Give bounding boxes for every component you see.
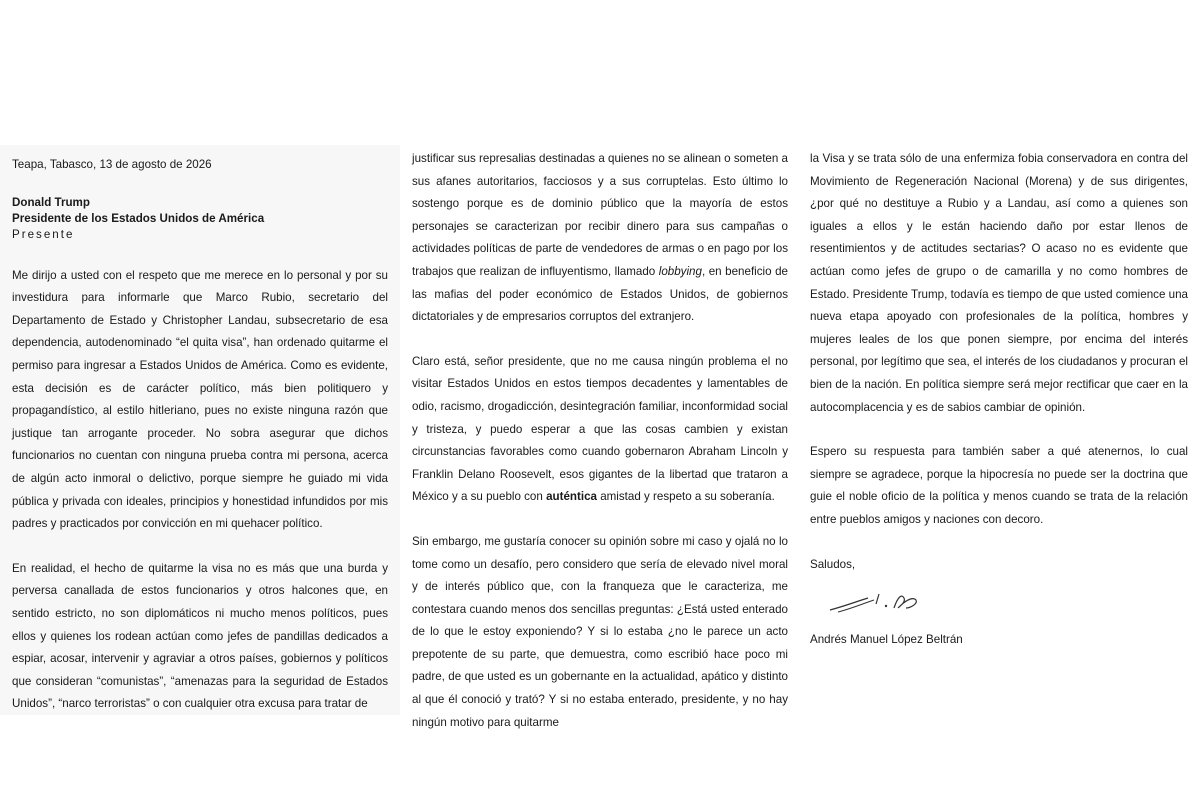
- addressee-name: Donald Trump: [12, 195, 90, 209]
- paragraph-3-text-b: , en beneficio de las mafias del poder económico de Estados Unidos, de gobiernos dictatoriales y de empresarios corruptos del extranjero.: [412, 264, 788, 324]
- closing-greeting: Saludos,: [810, 557, 856, 571]
- addressee-presente: Presente: [12, 227, 75, 241]
- signer-name: Andrés Manuel López Beltrán: [810, 632, 963, 646]
- autentica-strong: auténtica: [546, 490, 597, 504]
- letter-column-3: [800, 145, 1200, 715]
- handwritten-signature: [820, 580, 940, 620]
- paragraph-4: [412, 351, 788, 509]
- lobbying-emphasis: lobbying: [658, 264, 702, 278]
- addressee-title: Presidente de los Estados Unidos de América: [12, 211, 265, 225]
- paragraph-4-text-a: Claro está, señor presidente, que no me causa ningún problema el no visitar Estados Unidos en estos tiempos decadentes y lamentables de odio, racismo, drogadicción, desintegración familiar, inconformidad social y tristeza, y puedo esperar a que las cosas cambien y existan circunstancias favorables como cuando gobernaron Abraham Lincoln y Franklin Delano Roosevelt, esos gigantes de la libertad que trataron a México y a su pueblo con: [412, 354, 788, 504]
- letter-column-2: [400, 145, 800, 729]
- letter-date: Teapa, Tabasco, 13 de agosto de 2026: [12, 158, 212, 171]
- paragraph-3: [412, 148, 788, 329]
- paragraph-4-text-b: amistad y respeto a su soberanía.: [596, 490, 775, 504]
- paragraph-2: En realidad, el hecho de quitarme la visa no es más que una burda y perversa canallada de estos funcionarios y otros halcones que, en sentido estricto, no son diplomáticos ni mucho menos políticos, pues ellos y quienes los rodean actúan como jefes de pandillas dedicados a espiar, acosar, intervenir y agraviar a otros países, gobiernos y políticos que consideran “comunistas”, “amenazas para la seguridad de Estados Unidos”, “narco terroristas” o con cualquier otra excusa para tratar de: [12, 561, 388, 711]
- paragraph-7: Espero su respuesta para también saber a qué atenernos, lo cual siempre se agradece, porque la hipocresía no puede ser la doctrina que guie el noble oficio de la política y menos cuando se trata de la relación entre pueblos amigos y naciones con decoro.: [810, 445, 1188, 526]
- paragraph-6: la Visa y se trata sólo de una enfermiza fobia conservadora en contra del Movimiento de Regeneración Nacional (Morena) y de sus dirigentes, ¿por qué no destituye a Rubio y a Landau, así como a quienes son iguales a ellos y le están haciendo daño por estar llenos de resentimientos y de actitudes sectarias? O acaso no es evidente que actúan como jefes de grupo o de camarilla y no como hombres de Estado. Presidente Trump, todavía es tiempo de que usted comience una nueva etapa apoyado con profesionales de la política, hombres y mujeres leales de los que ponen siempre, por encima del interés personal, por legítimo que sea, el interés de los ciudadanos y procuran el bien de la nación. En política siempre será mejor rectificar que caer en la autocomplacencia y es de sabios cambiar de opinión.: [810, 152, 1188, 414]
- paragraph-1: Me dirijo a usted con el respeto que me merece en lo personal y por su investidura para informarle que Marco Rubio, secretario del Departamento de Estado y Christopher Landau, subsecretario de esa dependencia, autodenominado “el quita visa”, han ordenado quitarme el permiso para ingresar a Estados Unidos de América. Como es evidente, esta decisión es de carácter político, más bien politiquero y propagandístico, al estilo hitleriano, pues no existe ninguna razón que justique tan arrogante proceder. No sobra asegurar que dichos funcionarios no cuentan con ninguna prueba contra mi persona, acerca de algún acto inmoral o delictivo, porque siempre he guiado mi vida pública y privada con ideales, principios y honestidad infundidos por mis padres y practicados por convicción en mi quehacer político.: [12, 268, 388, 531]
- letter-column-1: [0, 145, 400, 715]
- paragraph-3-text-a: justificar sus represalias destinadas a quienes no se alinean o someten a sus afanes autoritarios, facciosos y a sus corruptelas. Esto último lo sostengo porque es de dominio público que la mayoría de estos personajes se caracterizan por recibir dinero para sus campañas o actividades políticas de parte de vendedores de armas o en pago por los trabajos que realizan de influyentismo, llamado: [412, 152, 788, 278]
- addressee-block: [12, 195, 388, 243]
- paragraph-5: Sin embargo, me gustaría conocer su opinión sobre mi caso y ojalá no lo tome como un desafío, pero considero que sería de elevado nivel moral y de interés público que, con la franqueza que le caracteriza, me contestara cuando menos dos sencillas preguntas: ¿Está usted enterado de lo que le estoy exponiendo? Y si lo estaba ¿no le parece un acto prepotente de su parte, que demuestra, como escribió hace poco mi padre, de que usted es un gobernante en la actualidad, apático y distinto al que él conoció y trató? Y si no estaba enterado, presidente, y no hay ningún motivo para quitarme: [412, 534, 788, 729]
